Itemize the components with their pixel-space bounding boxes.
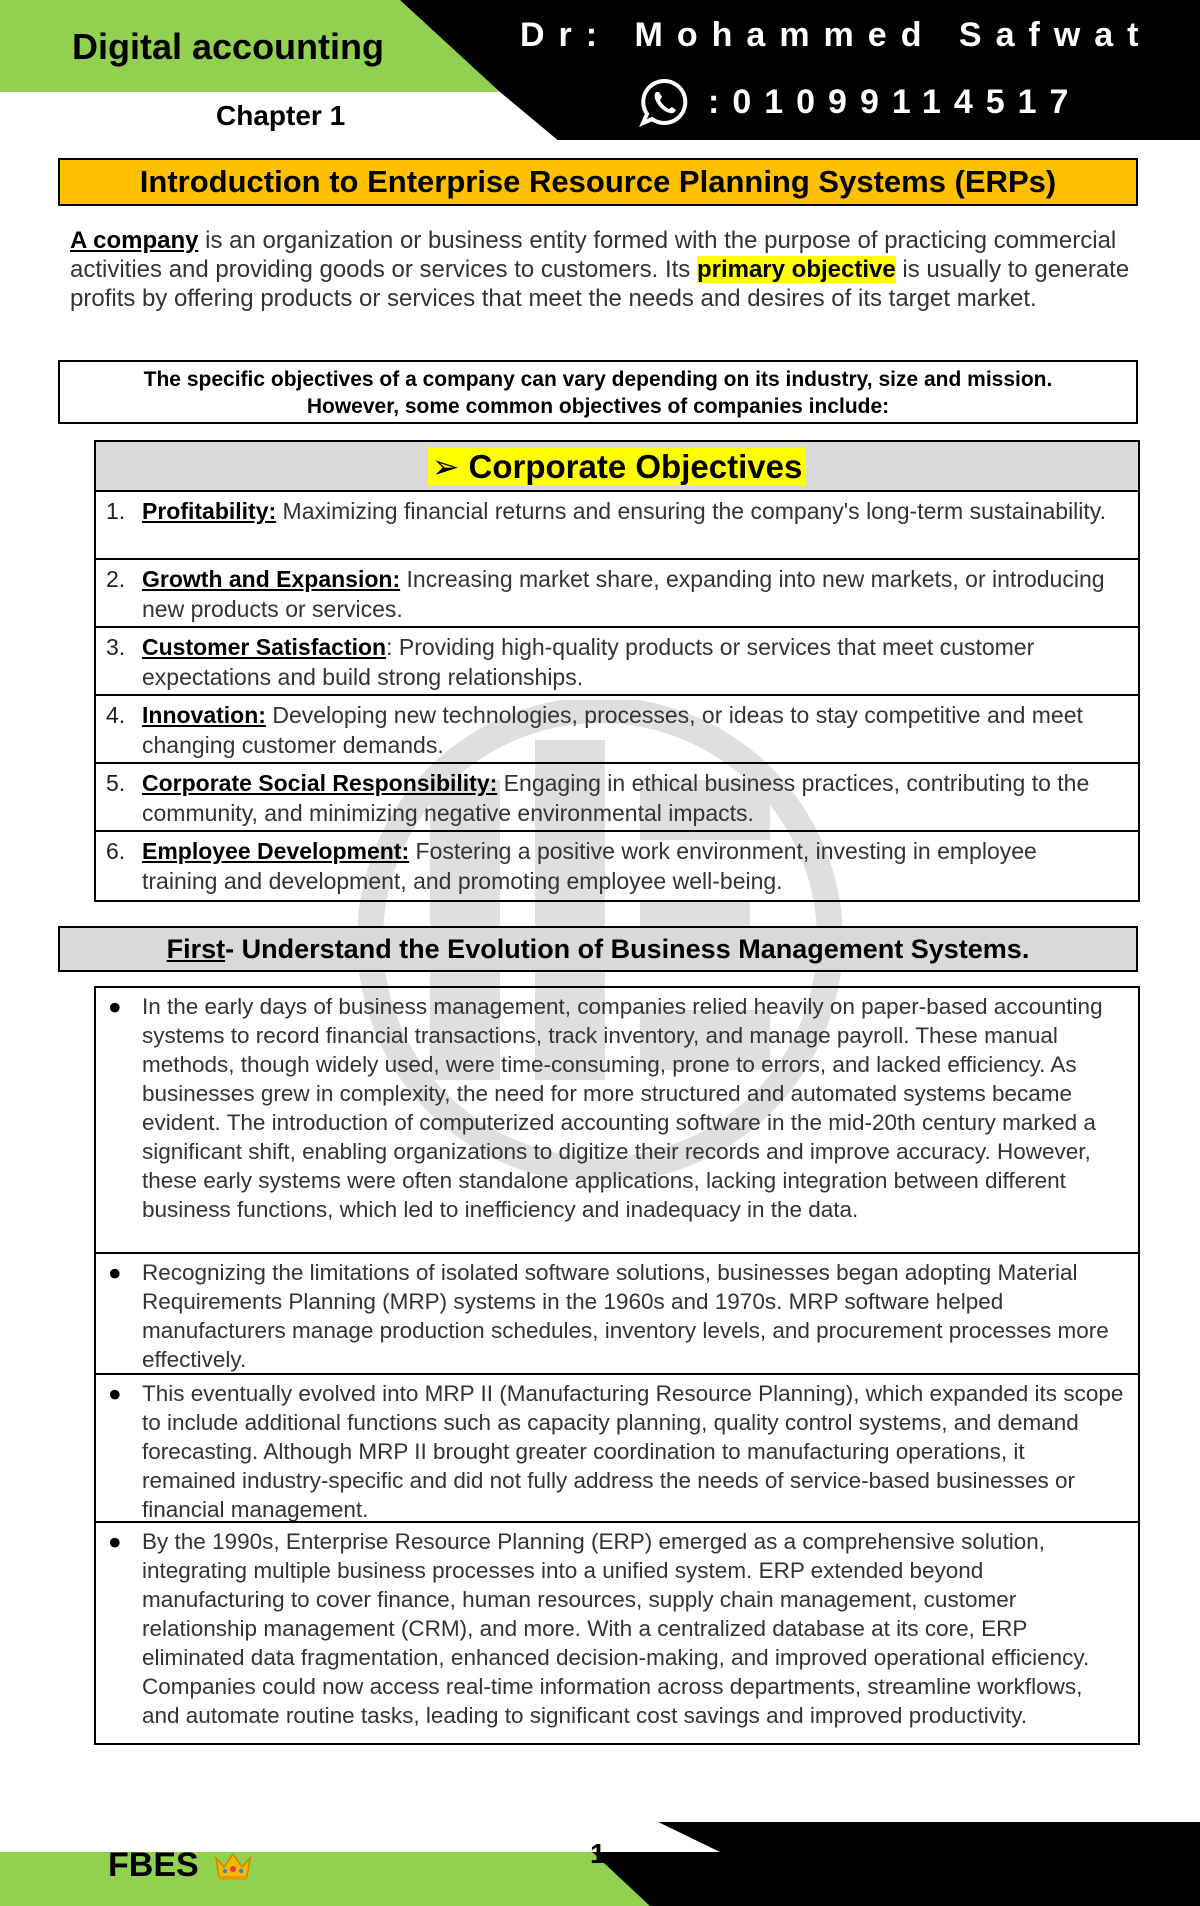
objectives-note-box [58, 360, 1138, 424]
objective-number: 2. [106, 566, 126, 592]
section-heading-text: - Understand the Evolution of Business Management Systems. [225, 933, 1030, 964]
bullet-item [96, 988, 1138, 1254]
bullet-item [96, 1375, 1138, 1523]
corporate-objectives-header [96, 442, 1138, 492]
phone-contact [638, 76, 1081, 128]
company-term: A company [70, 227, 199, 254]
bullet-icon: ● [108, 1381, 122, 1406]
bullet-item [96, 1254, 1138, 1375]
footer-brand [108, 1846, 253, 1885]
bullet-text: Recognizing the limitations of isolated software solutions, businesses began adopting Material Requirements Planning (MRP) systems in the 1960s and 1970s. MRP software helped manufacturers manage production schedules, inventory levels, and procurement processes more effectively. [142, 1260, 1109, 1372]
objective-term: Innovation: [142, 702, 266, 728]
corporate-objectives-table [94, 440, 1140, 902]
objective-term: Customer Satisfaction [142, 634, 387, 660]
objective-row [96, 696, 1138, 764]
phone-number: 01099114517 [732, 82, 1082, 121]
footer-brand-text: FBES [108, 1846, 199, 1884]
section-heading [58, 926, 1138, 972]
page-number: 1 [590, 1838, 606, 1869]
objective-text: Developing new technologies, processes, or ideas to stay competitive and meet changing customer demands. [142, 702, 1083, 758]
bullet-text: By the 1990s, Enterprise Resource Planning (ERP) emerged as a comprehensive solution, integrating multiple business processes into a unified system. ERP extended beyond manufacturing to cover finance, human resources, supply chain management, customer relationship management (CRM), and more. With a centralized database at its core, ERP eliminated data fragmentation, enhanced decision-making, and improved operational efficiency. Companies could now access real-time information across departments, streamline workflows, and automate routine tasks, leading to significant cost savings and improved productivity. [142, 1529, 1090, 1728]
objective-row [96, 560, 1138, 628]
bullet-text: This eventually evolved into MRP II (Manufacturing Resource Planning), which expanded its scope to include additional functions such as capacity planning, quality control systems, and demand forecasting. Although MRP II brought greater coordination to manufacturing operations, it remained industry-specific and did not fully address the needs of service-based businesses or financial management. [142, 1381, 1124, 1522]
intro-text-1: is an organization or business entity formed with the purpose of practicing commercial activities and providing goods or services to customers. Its [70, 227, 1117, 283]
objective-row [96, 764, 1138, 832]
objective-term: Corporate Social Responsibility: [142, 770, 498, 796]
intro-paragraph [70, 226, 1135, 313]
objective-number: 5. [106, 770, 126, 796]
objective-text: Increasing market share, expanding into new markets, or introducing new products or services. [142, 566, 1105, 622]
objective-number: 6. [106, 838, 126, 864]
objectives-note-line-2: However, some common objectives of companies include: [306, 395, 890, 418]
objective-term: Growth and Expansion: [142, 566, 401, 592]
objectives-note-line-1: The specific objectives of a company can vary depending on its industry, size and mission. [143, 368, 1053, 391]
intro-text-2: is usually to generate profits by offering products or services that meet the needs and desires of its target market. [70, 256, 1130, 312]
objective-term: Profitability: [142, 498, 277, 524]
highlighted-phrase: primary objective [696, 256, 896, 283]
corporate-objectives-heading: ➢ Corporate Objectives [428, 447, 807, 486]
bullet-icon: ● [108, 1529, 122, 1554]
whatsapp-icon [638, 76, 690, 128]
objective-text: : Providing high-quality products or services that meet customer expectations and build strong relationships. [142, 634, 1035, 690]
bullet-text: In the early days of business management, companies relied heavily on paper-based accounting systems to record financial transactions, track inventory, and manage payroll. These manual methods, though widely used, were time-consuming, prone to errors, and lacked efficiency. As businesses grew in complexity, the need for more structured and automated systems became evident. The introduction of computerized accounting software in the mid-20th century marked a significant shift, enabling organizations to digitize their records and improve accuracy. However, these early systems were often standalone applications, lacking integration between different business functions, which led to inefficiency and inadequacy in the data. [142, 994, 1103, 1222]
objective-row [96, 492, 1138, 560]
objective-term: Employee Development: [142, 838, 410, 864]
objective-text: Engaging in ethical business practices, contributing to the community, and minimizing negative environmental impacts. [142, 770, 1090, 826]
course-title: Digital accounting [72, 26, 385, 67]
objective-row [96, 628, 1138, 696]
objective-number: 3. [106, 634, 126, 660]
chapter-label: Chapter 1 [216, 100, 346, 131]
bullet-item [96, 1523, 1138, 1743]
objective-number: 4. [106, 702, 126, 728]
objective-text: Maximizing financial returns and ensuring the company's long-term sustainability. [276, 498, 1106, 524]
evolution-bullets-table [94, 986, 1140, 1745]
objective-text: Fostering a positive work environment, investing in employee training and development, and promoting employee well-being. [142, 838, 1037, 894]
page-title: Introduction to Enterprise Resource Planning Systems (ERPs) [58, 158, 1138, 206]
objective-row [96, 832, 1138, 900]
crown-icon [213, 1850, 253, 1882]
author-name: Dr: Mohammed Safwat [520, 16, 1153, 54]
objective-number: 1. [106, 498, 126, 524]
phone-prefix: : [708, 82, 733, 121]
bullet-icon: ● [108, 994, 122, 1019]
section-heading-lead: First [166, 933, 226, 964]
bullet-icon: ● [108, 1260, 122, 1285]
